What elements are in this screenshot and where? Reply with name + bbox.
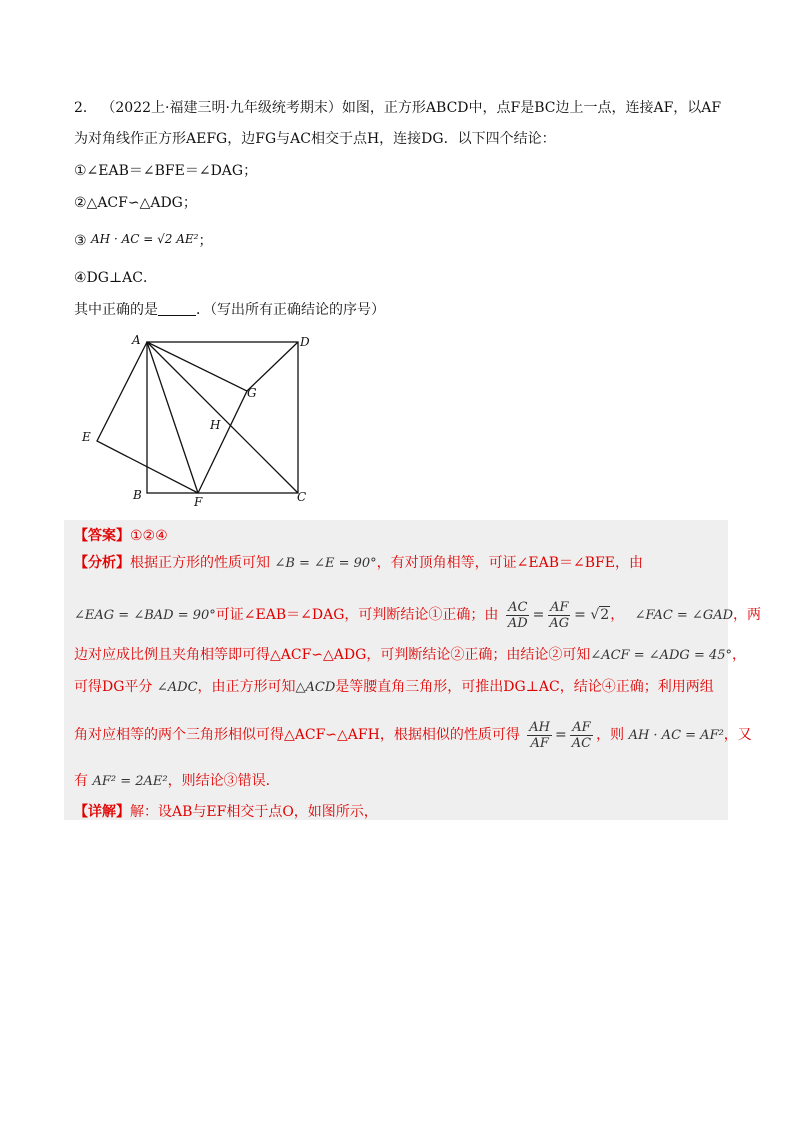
analysis-formula-3: ∠ACF = ∠ADG = 45° <box>590 648 733 663</box>
fraction-af-ac <box>570 720 593 751</box>
label-a: A <box>132 333 141 347</box>
analysis-formula-6: AF² = 2AE² <box>92 774 168 789</box>
analysis-formula-4b: △ACD <box>295 680 336 695</box>
analysis-line-4 <box>74 677 726 698</box>
fraction-numerator: AF <box>572 719 591 735</box>
analysis-text-4a: 可得DG平分 <box>74 679 153 695</box>
fraction-ah-af <box>527 720 552 751</box>
label-g: G <box>247 386 257 400</box>
label-f: F <box>194 495 203 508</box>
analysis-line-1 <box>74 553 726 574</box>
question-source: （2022上·福建三明·九年级统考期末） <box>101 100 342 116</box>
analysis-text-6a: 有 <box>74 773 88 789</box>
fraction-denominator: AD <box>507 615 528 631</box>
prompt-end: ．（写出所有正确结论的序号） <box>196 302 385 318</box>
analysis-text-5a: 角对应相等的两个三角形相似可得△ACF∽△AFH，根据相似的性质可得 <box>74 727 520 743</box>
analysis-text-6b: ，则结论③错误． <box>167 773 280 789</box>
fraction-numerator: AC <box>508 599 528 615</box>
analysis-formula-2: ∠EAG = ∠BAD = 90° <box>74 608 216 623</box>
analysis-line-3 <box>74 645 747 666</box>
label-c: C <box>297 490 307 504</box>
analysis-formula-1: ∠B = ∠E = 90° <box>274 556 377 571</box>
analysis-text-3b: ， <box>732 647 747 663</box>
conclusion-3-end: ； <box>198 233 213 249</box>
fraction-numerator: AF <box>550 599 569 615</box>
fraction-denominator: AF <box>530 735 549 751</box>
geometry-figure <box>78 328 328 508</box>
analysis-line-5: 角对应相等的两个三角形相似可得△ACF∽△AFH，根据相似的性质可得 $\frac{AH}{AF}$ = $\frac{AF}{AC}$ ，则 AH · AC = AF²，又 <box>74 719 752 751</box>
conclusion-1: ①∠EAB＝∠BFE＝∠DAG； <box>74 163 258 179</box>
fraction-denominator: AG <box>549 615 570 631</box>
label-h: H <box>210 418 221 432</box>
analysis-text-5b: ，则 <box>596 727 625 743</box>
analysis-line-2: ∠EAG = ∠BAD = 90°可证∠EAB＝∠DAG，可判断结论①正确；由 $\frac{AC}{AD}$ = $\frac{AF}{AG}$ = √2， ∠FAC = ∠GAD，两 <box>74 599 762 631</box>
detail-tag: 【详解】 <box>74 804 130 820</box>
fraction-numerator: AH <box>529 719 551 735</box>
conclusion-3-formula: AH · AC = √2 AE² <box>91 232 199 246</box>
analysis-tag: 【分析】 <box>74 555 130 571</box>
answer-line <box>74 526 726 546</box>
segment-dg <box>247 342 298 391</box>
answer-value: ①②④ <box>130 528 168 544</box>
analysis-text-2b: ，两 <box>733 607 762 623</box>
analysis-formula-4: ∠ADC <box>156 680 198 695</box>
fraction-denominator: AC <box>571 735 592 751</box>
conclusion-3-marker: ③ <box>74 233 87 249</box>
analysis-formula-2b: ∠FAC = ∠GAD <box>634 608 734 623</box>
analysis-text-1b: ，有对顶角相等，可证∠EAB＝∠BFE，由 <box>376 555 643 571</box>
analysis-text-4b: ，由正方形可知 <box>197 679 296 695</box>
analysis-formula-5: AH · AC = AF² <box>628 728 724 743</box>
sqrt-radicand: 2 <box>600 607 610 623</box>
conclusion-2: ②△ACF∽△ADG； <box>74 195 197 211</box>
detail-line <box>74 802 726 822</box>
fraction-ac-ad <box>506 600 530 631</box>
question-prompt <box>74 300 734 320</box>
analysis-text-5c: ，又 <box>723 727 752 743</box>
detail-text: 解：设AB与EF相交于点O，如图所示， <box>130 804 378 820</box>
fraction-af-ag <box>547 600 571 631</box>
label-b: B <box>133 488 142 502</box>
conclusion-3 <box>74 229 734 251</box>
analysis-text-3a: 边对应成比例且夹角相等即可得△ACF∽△ADG，可判断结论②正确；由结论②可知 <box>74 647 591 663</box>
conclusion-4: ④DG⊥AC． <box>74 270 157 286</box>
question-number: 2． <box>74 100 97 116</box>
analysis-text-1a: 根据正方形的性质可知 <box>130 555 270 571</box>
question-stem-1: 如图，正方形ABCD中，点F是BC边上一点，连接AF，以AF <box>341 100 722 116</box>
prompt-start: 其中正确的是 <box>74 302 158 318</box>
analysis-text-2a: 可证∠EAB＝∠DAG，可判断结论①正确；由 <box>215 607 499 623</box>
answer-blank <box>158 301 196 316</box>
label-d: D <box>300 335 310 349</box>
answer-tag: 【答案】 <box>74 528 130 544</box>
question-line-1 <box>74 98 734 118</box>
analysis-line-6 <box>74 771 726 792</box>
analysis-text-4c: 是等腰直角三角形，可推出DG⊥AC，结论④正确；利用两组 <box>335 679 714 695</box>
analysis-comma: ， <box>610 607 625 623</box>
question-line-2: 为对角线作正方形AEFG，边FG与AC相交于点H，连接DG．以下四个结论： <box>74 131 556 147</box>
label-e: E <box>82 430 91 444</box>
